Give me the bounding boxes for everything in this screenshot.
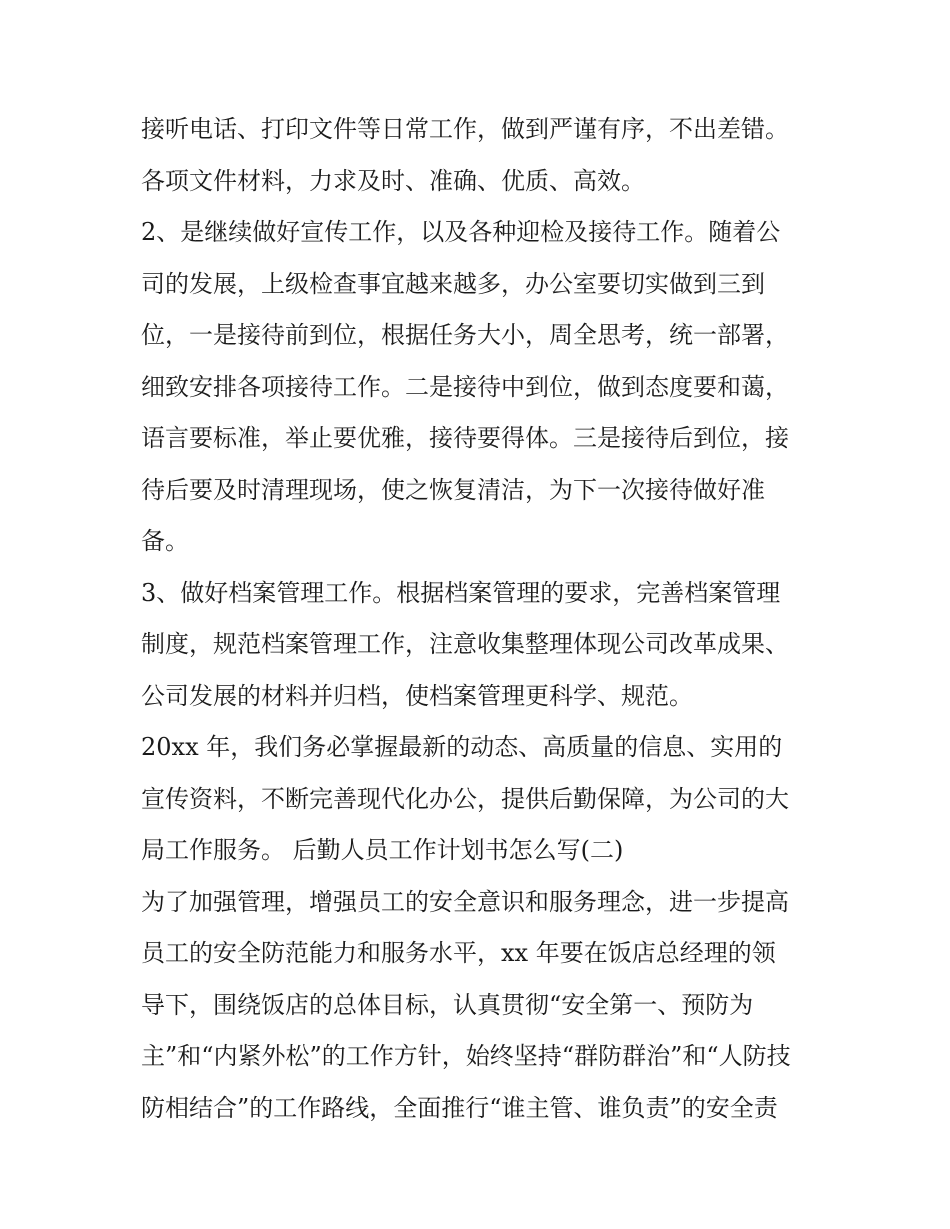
text-line: 接听电话、打印文件等日常工作，做到严谨有序，不出差错。 [141,115,789,143]
text-line: 为了加强管理，增强员工的安全意识和服务理念，进一步提高 [141,887,789,916]
document-body [141,104,821,1134]
text-line: 各项文件材料，力求及时、准确、优质、高效。 [141,166,645,195]
text-line: 局工作服务。 后勤人员工作计划书怎么写(二) [141,836,624,864]
text-line: 公司发展的材料并归档，使档案管理更科学、规范。 [141,681,693,710]
text-line: 细致安排各项接待工作。二是接待中到位，做到态度要和蔼， [141,372,789,401]
text-line: 制度，规范档案管理工作，注意收集整理体现公司改革成果、 [141,630,789,658]
text-line: 2、是继续做好宣传工作，以及各种迎检及接待工作。随着公 [141,218,781,246]
text-line: 导下，围绕饭店的总体目标，认真贯彻“安全第一、预防为 [141,990,754,1019]
text-line: 20xx 年，我们务必掌握最新的动态、高质量的信息、实用的 [141,733,783,761]
text-line: 宣传资料，不断完善现代化办公，提供后勤保障，为公司的大 [141,784,789,813]
text-line: 司的发展，上级检查事宜越来越多，办公室要切实做到三到 [141,269,765,298]
text-line: 3、做好档案管理工作。根据档案管理的要求，完善档案管理 [141,578,781,607]
text-line: 防相结合”的工作路线，全面推行“谁主管、谁负责”的安全责 [141,1093,778,1122]
text-line: 员工的安全防范能力和服务水平，xx 年要在饭店总经理的领 [141,939,776,967]
text-line: 语言要标准，举止要优雅，接待要得体。三是接待后到位，接 [141,424,789,452]
text-line: 待后要及时清理现场，使之恢复清洁，为下一次接待做好准 [141,475,765,504]
text-line: 备。 [141,527,189,555]
text-line: 主”和“内紧外松”的工作方针，始终坚持“群防群治”和“人防技 [141,1042,791,1070]
text-line: 位，一是接待前到位，根据任务大小，周全思考，统一部署， [141,321,789,349]
